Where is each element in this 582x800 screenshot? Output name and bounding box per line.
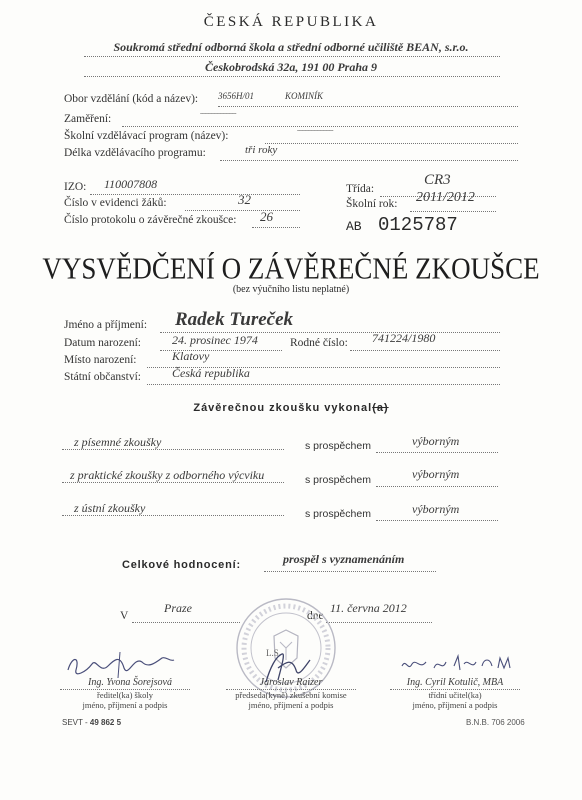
country-title: ČESKÁ REPUBLIKA: [203, 14, 379, 30]
exam-row-3-result-label: s prospěchem: [305, 508, 371, 520]
citizen-value: Česká republika: [172, 366, 250, 380]
citizen-label: Státní občanství:: [64, 371, 141, 383]
exam-heading: [0, 402, 582, 414]
sig-director-role: ředitel(ka) školy: [97, 690, 153, 700]
rok-value: 2011/2012: [416, 190, 475, 205]
delka-value: tři roky: [245, 144, 278, 156]
name-value: Radek Tureček: [175, 309, 294, 330]
exam-row-2-name: z praktické zkoušky z odborného výcviku: [70, 468, 265, 482]
birth-value: 24. prosinec 1974: [172, 333, 258, 347]
program-label: Školní vzdělávací program (název):: [64, 130, 229, 142]
exam-row-1-name: z písemné zkoušky: [74, 435, 162, 449]
rok-label: Školní rok:: [346, 198, 398, 210]
protokol-value: 26: [260, 209, 273, 224]
overall-value: prospěl s vyznamenáním: [283, 552, 405, 566]
zamereni-value: ------------------------: [200, 111, 236, 117]
signature-teacher-icon: [398, 652, 518, 676]
exam-row-3-name: z ústní zkoušky: [74, 501, 146, 515]
place-city: Praze: [164, 601, 192, 615]
evidence-value: 32: [238, 192, 251, 207]
exam-row-1-result-label: s prospěchem: [305, 440, 371, 452]
obor-name: KOMINÍK: [285, 91, 323, 101]
document-title: VYSVĚDČENÍ O ZÁVĚREČNÉ ZKOUŠCE: [42, 251, 540, 286]
protokol-label: Číslo protokolu o závěrečné zkoušce:: [64, 214, 237, 226]
stamp-ls: L.S.: [266, 648, 282, 658]
serial-prefix: AB: [346, 219, 362, 234]
izo-value: 110007808: [104, 177, 158, 191]
delka-label: Délka vzdělávacího programu:: [64, 147, 206, 159]
exam-row-2-result: výborným: [412, 467, 460, 481]
sig-chair-role: předseda(kyně) zkušební komise: [235, 690, 347, 700]
sig-chair-role2: jméno, příjmení a podpis: [248, 700, 334, 710]
school-address: Českobrodská 32a, 191 00 Praha 9: [204, 60, 377, 74]
place-label: Místo narození:: [64, 354, 137, 366]
dne-label: dne: [307, 610, 324, 622]
exam-row-2-result-label: s prospěchem: [305, 474, 371, 486]
footer-left-prefix: SEVT -: [62, 718, 88, 727]
zamereni-label: Zaměření:: [64, 113, 112, 125]
sig-director-role2: jméno, příjmení a podpis: [82, 700, 168, 710]
footer-right: B.N.B. 706 2006: [466, 718, 525, 727]
place-value: Klatovy: [172, 349, 210, 363]
v-label: V: [120, 610, 129, 622]
trida-value: CR3: [424, 172, 451, 188]
sig-teacher-role: třídní učitel(ka): [428, 690, 482, 700]
exam-row-1-result: výborným: [412, 434, 460, 448]
obor-label: Obor vzdělání (kód a název):: [64, 93, 199, 105]
birth-label: Datum narození:: [64, 337, 141, 349]
sig-teacher-name: Ing. Cyril Kotulič, MBA: [406, 677, 504, 688]
overall-label: Celkové hodnocení:: [122, 559, 241, 571]
footer-left-code: 49 862 5: [89, 718, 122, 727]
school-name: Soukromá střední odborná škola a střední odborné učiliště BEAN, s.r.o.: [113, 40, 469, 54]
exam-row-3-result: výborným: [412, 502, 460, 516]
date-value: 11. června 2012: [330, 601, 407, 615]
sig-director-name: Ing. Yvona Šorejsová: [88, 677, 172, 688]
sig-chair-name: Jaroslav Raizer: [259, 677, 323, 688]
rc-label: Rodné číslo:: [290, 337, 348, 349]
rc-value: 741224/1980: [372, 331, 436, 345]
footer-left: [62, 718, 121, 727]
exam-heading-suffix: (a): [372, 402, 389, 414]
exam-heading-text: Závěrečnou zkoušku vykonal: [193, 402, 373, 414]
name-label: Jméno a příjmení:: [64, 319, 148, 331]
document-subtitle: (bez výučního listu neplatné): [232, 284, 350, 295]
sig-teacher-role2: jméno, příjmení a podpis: [412, 700, 498, 710]
program-value: ------------------------: [297, 128, 333, 134]
evidence-label: Číslo v evidenci žáků:: [64, 197, 167, 209]
izo-label: IZO:: [64, 181, 87, 193]
trida-label: Třída:: [346, 183, 375, 195]
obor-code: 3656H/01: [218, 91, 254, 101]
serial-number: 0125787: [378, 214, 458, 236]
